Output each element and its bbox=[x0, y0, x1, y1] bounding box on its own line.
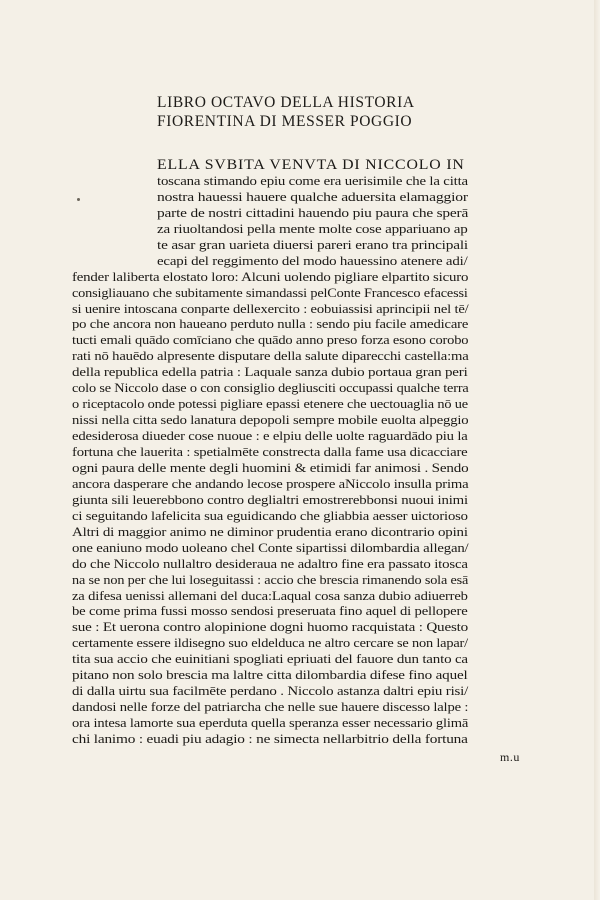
text-line: si uenire intoscana conparte dellexercito : eobuiassisi aprincipii nel tē/ bbox=[72, 301, 469, 316]
text-line: tita sua accio che euinitiani spogliati epriuati del fauore dun tanto ca bbox=[72, 652, 468, 667]
text-line: te asar gran uarieta diuersi pareri erano tra principali bbox=[157, 237, 468, 252]
text-line: za riuoltandosi pella mente molte cose appariuano ap bbox=[157, 221, 468, 236]
text-line: chi lanimo : euadi piu adagio : ne simecta nellarbitrio della fortuna bbox=[72, 732, 468, 746]
text-line: po che ancora non haueano perduto nulla : sendo piu facile amedicare bbox=[72, 317, 469, 332]
text-line: giunta sili leuerebbono contro deglialtri emostrerebbonsi nuoui inimi bbox=[72, 492, 468, 507]
text-line: nissi nella citta sedo lanatura depopoli sempre mobile euolta alpeggio bbox=[72, 413, 469, 428]
text-line: fender laliberta elostato loro: Alcuni uolendo pigliare elpartito sicuro bbox=[72, 269, 469, 284]
signature-mark: m.u bbox=[500, 750, 520, 764]
text-line: parte de nostri cittadini hauendo piu paura che sperā bbox=[157, 205, 469, 220]
text-line: ci seguitando lafelicita sua eguidicando che gliabbia aesser uictorioso bbox=[72, 508, 468, 523]
text-line: ancora dasperare che andando lecose prospere aNiccolo insulla prima bbox=[72, 476, 469, 491]
text-line: pitano non solo brescia ma laltre citta dilombardia difese fino aquel bbox=[72, 668, 468, 683]
text-line: nostra hauessi hauere qualche aduersita elamaggior bbox=[157, 189, 468, 204]
text-line: certamente essere ildisegno suo eldelduca ne altro cercare se non lapar/ bbox=[72, 636, 468, 651]
text-line: one eaniuno modo uoleano chel Conte sipartissi dilombardia allegan/ bbox=[72, 540, 469, 555]
text-line: do che Niccolo nullaltro desideraua ne adaltro fine era passato itosca bbox=[72, 556, 468, 571]
text-line: ora intesa lamorte sua eperduta quella speranza esser necessario glimā bbox=[72, 716, 469, 731]
text-line: rati nō hauēdo alpresente disputare della salute diparecchi castella:ma bbox=[72, 349, 469, 364]
heading-line-1: LIBRO OCTAVO DELLA HISTORIA bbox=[157, 94, 415, 111]
text-line: della republica edella patria : Laquale sanza dubio portaua gran peri bbox=[72, 365, 468, 380]
text-line: edesiderosa diueder cose nuoue : e elpiu delle uolte raguardādo piu la bbox=[72, 429, 468, 444]
text-line: o riceptacolo onde potessi pigliare epassi etenere che uectouaglia nō ue bbox=[72, 397, 469, 412]
text-line: fortuna che lauerita : spetialmēte constrecta dalla fame usa dicacciare bbox=[72, 445, 468, 459]
heading-line-2: FIORENTINA DI MESSER POGGIO bbox=[157, 113, 413, 130]
text-line: sue : Et uerona contro alopinione dogni huomo racquistata : Questo bbox=[72, 620, 469, 635]
text-line: be come prima fussi mosso sendosi preseruata fino aquel di pellopere bbox=[72, 604, 468, 619]
text-line: dandosi nelle forze del patriarcha che nelle sue hauere discesso lalpe : bbox=[72, 700, 469, 715]
text-line: ecapi del reggimento del modo hauessino atenere adi/ bbox=[157, 253, 468, 268]
text-line: toscana stimando epiu come era uerisimile che la citta bbox=[157, 173, 468, 188]
text-line: di dalla uirtu sua facilmēte perdano . Niccolo astanza daltri epiu risi/ bbox=[72, 684, 469, 699]
text-line: ogni paura delle mente degli huomini & etimidi far animosi . Sendo bbox=[72, 460, 469, 475]
text-line: Altri di maggior animo ne diminor prudentia erano dicontrario opini bbox=[72, 524, 468, 539]
text-line: tucti emali quādo comīciano che quādo anno preso forza esono corobo bbox=[72, 333, 469, 348]
text-line: ELLA SVBITA VENVTA DI NICCOLO IN bbox=[157, 157, 465, 173]
text-line: colo se Niccolo dase o con consiglio degliusciti occupassi qualche terra bbox=[72, 381, 469, 396]
text-line: na se non per che lui loseguitassi : accio che brescia rimanendo sola esā bbox=[72, 572, 469, 587]
text-line: za difesa uenissi allemani del duca:Laqual cosa sanza dubio adiuerreb bbox=[72, 588, 468, 603]
text-line: consigliauano che subitamente simandassi pelConte Francesco efacessi bbox=[72, 285, 468, 300]
